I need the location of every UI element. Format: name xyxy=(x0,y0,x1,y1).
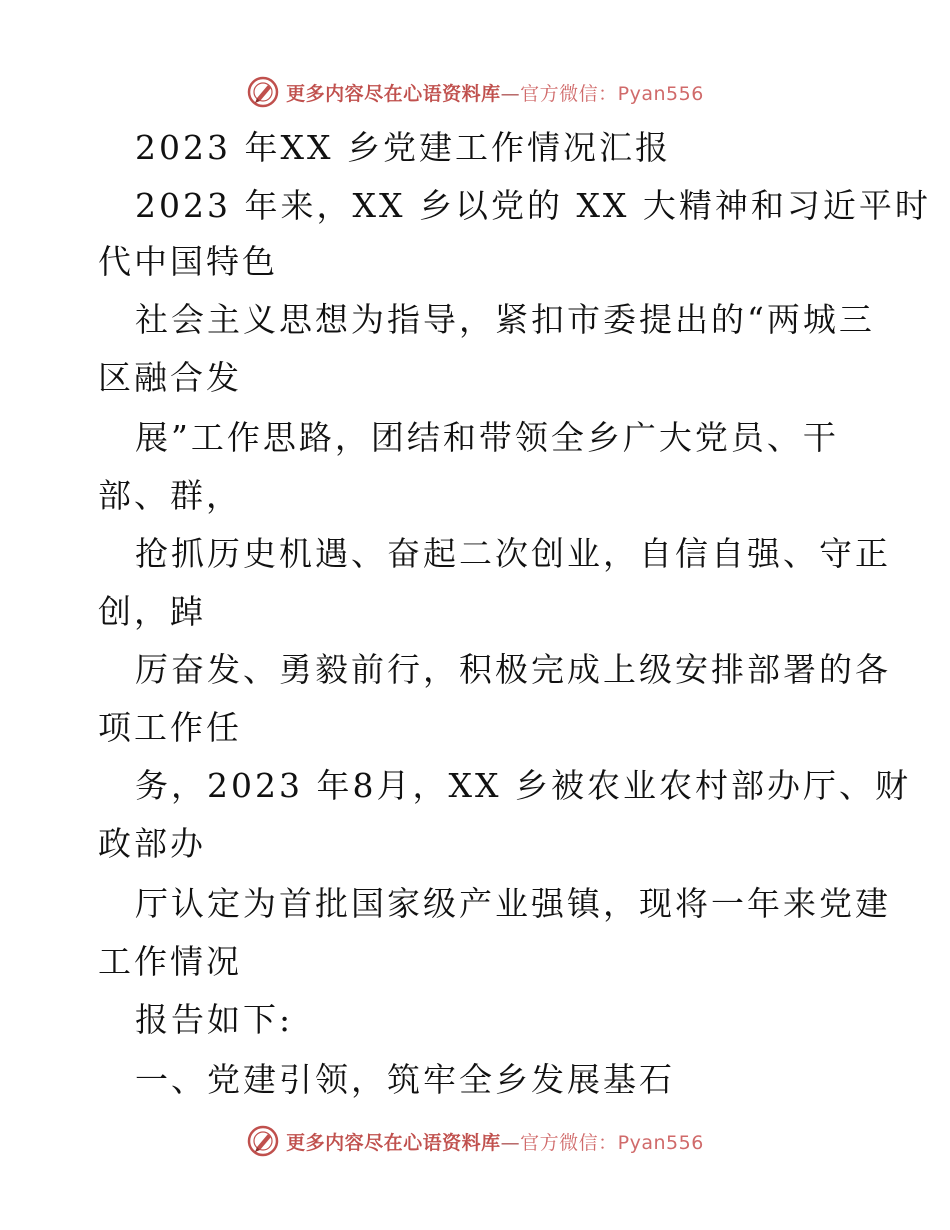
paragraph-line: 抢抓历史机遇、奋起二次创业，自信自强、守正 xyxy=(135,534,891,573)
paragraph-line: 项工作任 xyxy=(98,708,242,747)
pen-seal-icon xyxy=(246,1124,280,1158)
watermark-text: 更多内容尽在心语资料库—官方微信：Pyan556 xyxy=(286,82,704,105)
paragraph-line: 工作情况 xyxy=(98,942,242,981)
paragraph-line: 代中国特色 xyxy=(98,242,278,281)
footer-watermark xyxy=(0,1121,950,1161)
paragraph-line: 政部办 xyxy=(98,824,206,863)
watermark-text: 更多内容尽在心语资料库—官方微信：Pyan556 xyxy=(286,1131,704,1154)
section-heading: 一、党建引领，筑牢全乡发展基石 xyxy=(135,1060,675,1099)
paragraph-line: 报告如下: xyxy=(135,1000,294,1039)
pen-seal-icon xyxy=(246,75,280,109)
header-watermark xyxy=(0,72,950,112)
paragraph-line: 创，踔 xyxy=(98,592,206,631)
paragraph-line: 厅认定为首批国家级产业强镇，现将一年来党建 xyxy=(135,884,891,923)
paragraph-line: 厉奋发、勇毅前行，积极完成上级安排部署的各 xyxy=(135,650,891,689)
paragraph-line: 展”工作思路，团结和带领全乡广大党员、干 xyxy=(135,418,839,457)
paragraph-line: 务，2023 年8月，XX 乡被农业农村部办厅、财 xyxy=(135,766,911,805)
document-title: 2023 年XX 乡党建工作情况汇报 xyxy=(135,128,671,167)
paragraph-line: 社会主义思想为指导，紧扣市委提出的“两城三 xyxy=(135,300,875,339)
paragraph-line: 区融合发 xyxy=(98,358,242,397)
paragraph-line: 部、群， xyxy=(98,476,242,515)
paragraph-line: 2023 年来，XX 乡以党的 XX 大精神和习近平时 xyxy=(135,186,931,225)
